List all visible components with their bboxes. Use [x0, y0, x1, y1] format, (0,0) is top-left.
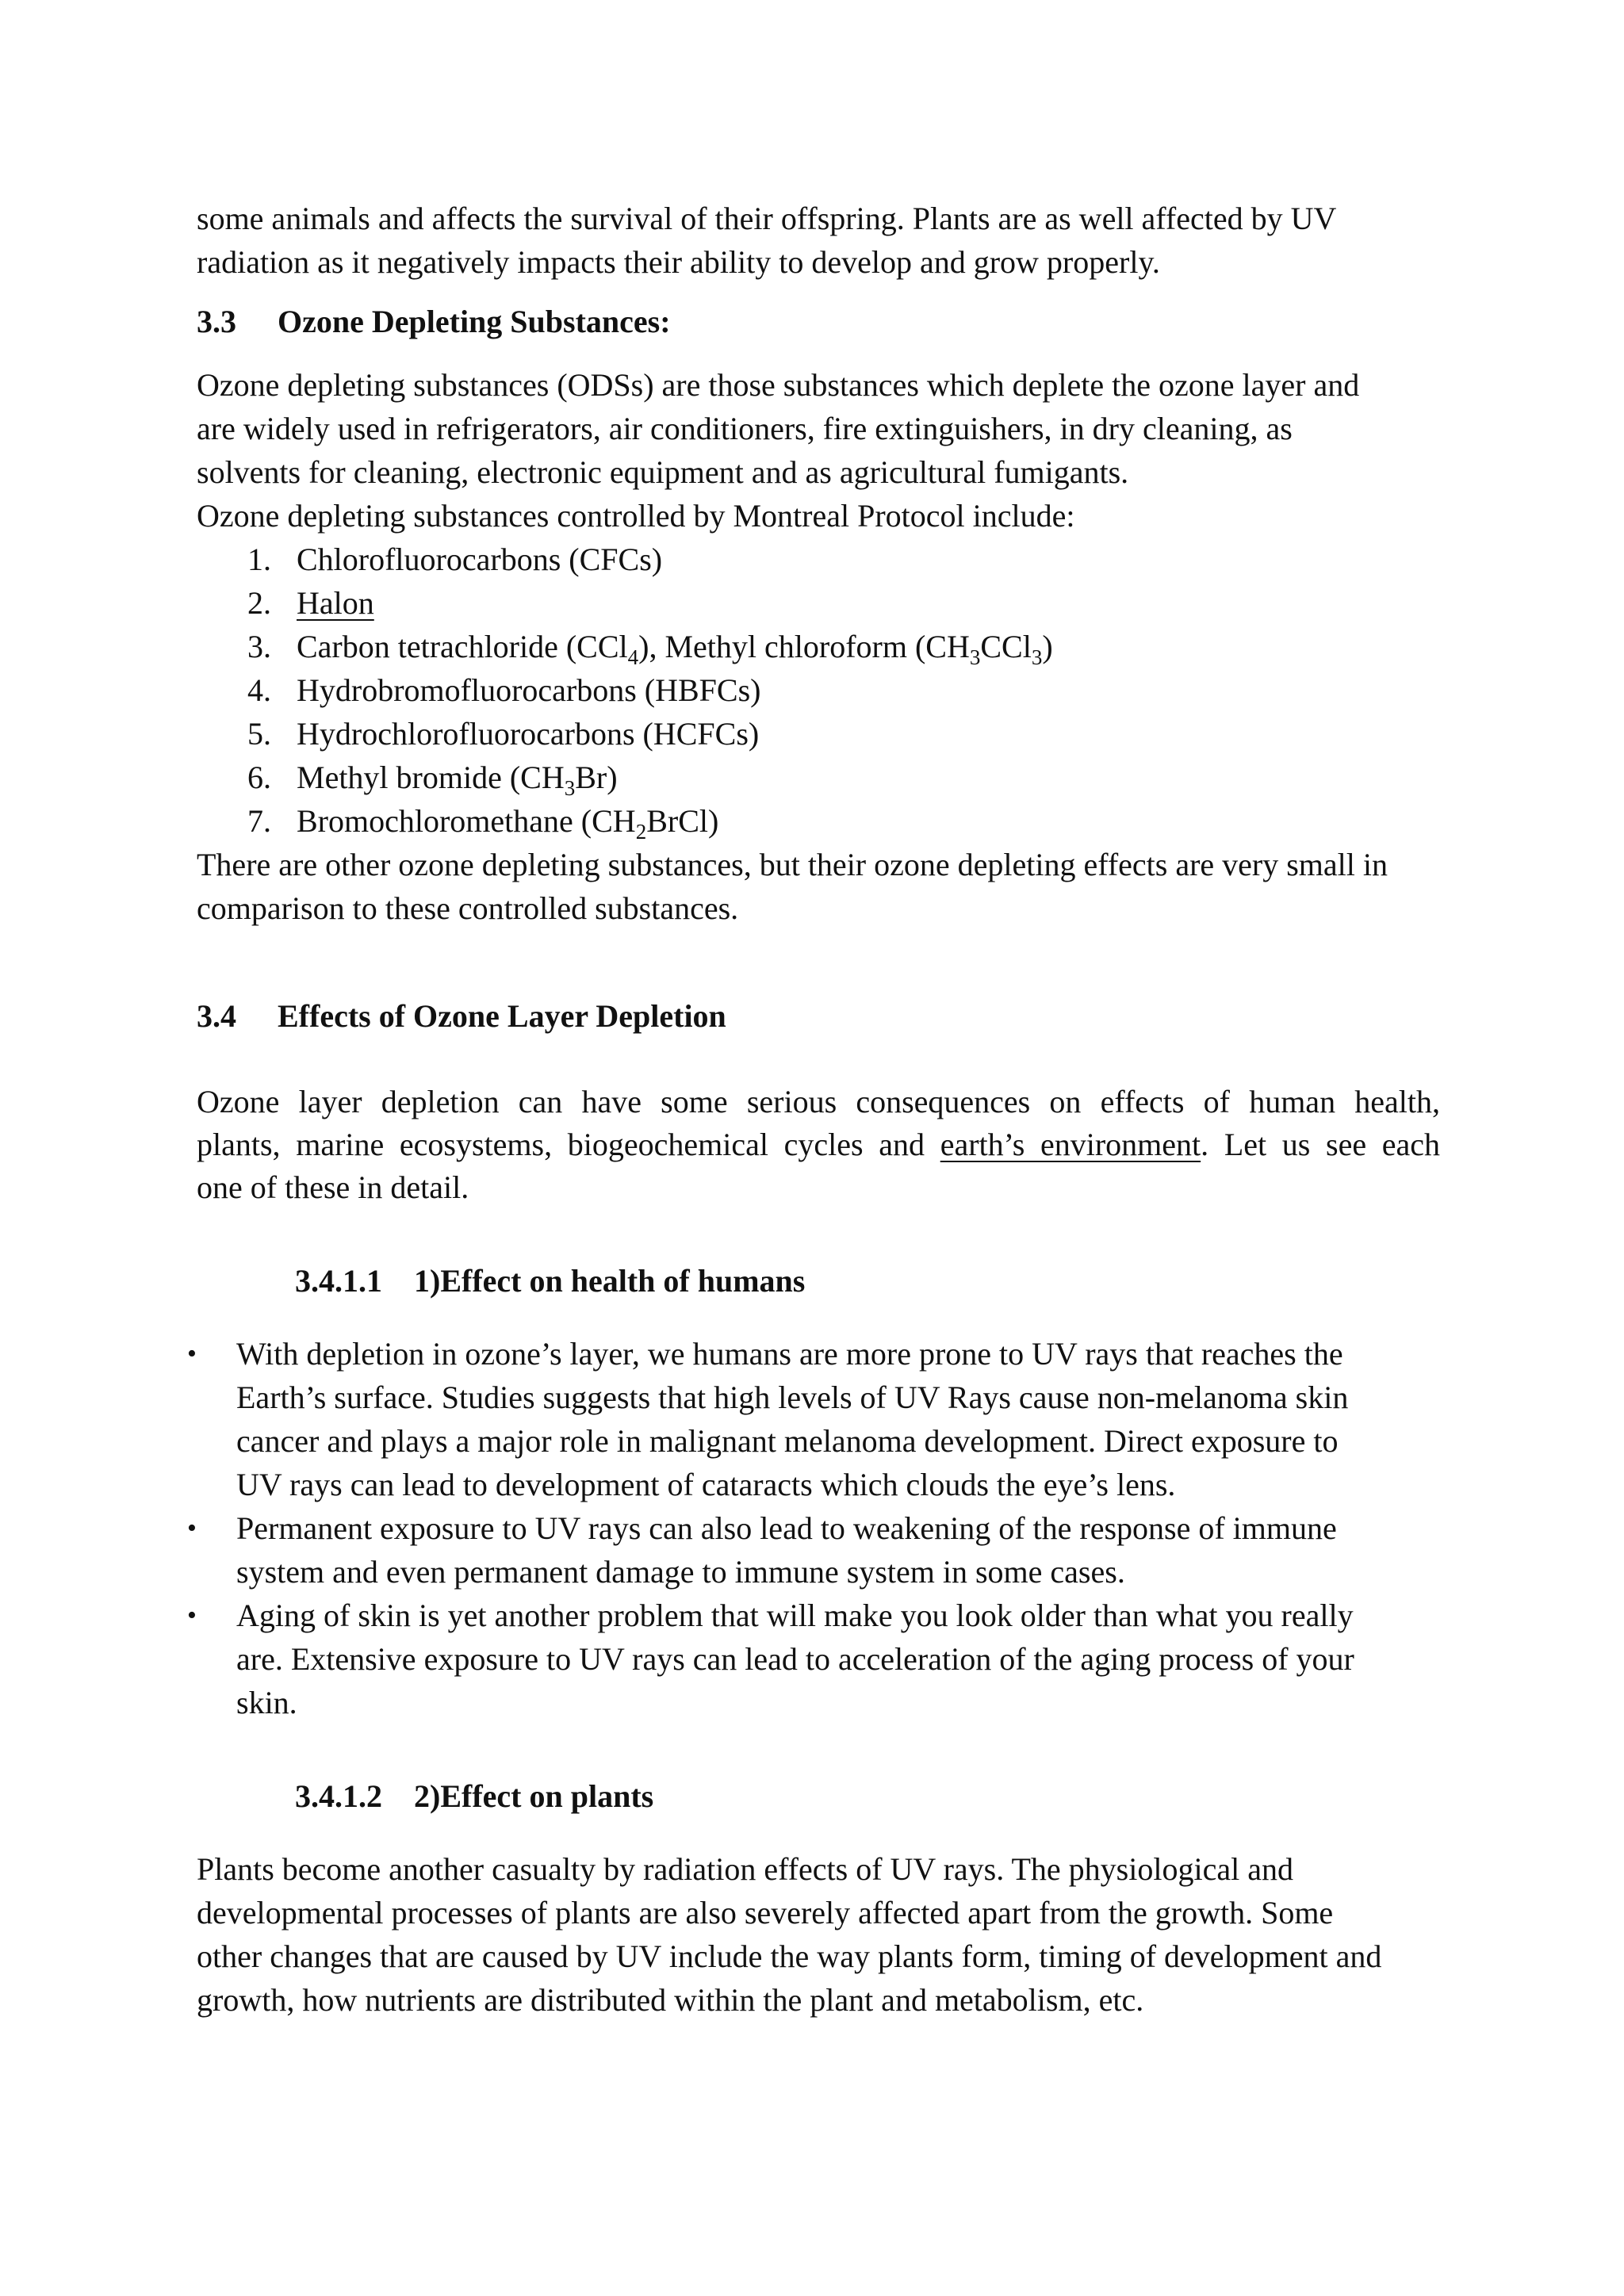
subsection-humans-title: 1)Effect on health of humans: [414, 1263, 806, 1299]
bullet-3-line-3: skin.: [236, 1685, 297, 1720]
list-item-number: 7.: [247, 803, 271, 839]
list-item-number: 4.: [247, 672, 271, 708]
list-item-carbon-tetrachloride: Carbon tetrachloride (CCl$_4$), Methyl chloroform $(CH_3CCl_3)$: [297, 629, 1053, 669]
bullet-1-line-4: UV rays can lead to development of cataracts which clouds the eye’s lens.: [236, 1467, 1176, 1502]
section-3-3-number: 3.3: [197, 304, 236, 339]
bullet-icon: •: [187, 1513, 197, 1543]
subsection-plants-line-4: growth, how nutrients are distributed within the plant and metabolism, etc.: [197, 1982, 1144, 2018]
intro-line-1: some animals and affects the survival of their offspring. Plants are as well affected by UV: [197, 201, 1337, 236]
bullet-2-line-1: Permanent exposure to UV rays can also lead to weakening of the response of immune: [236, 1510, 1337, 1546]
list-item-methyl-bromide: Methyl bromide $(CH_3Br)$: [297, 760, 618, 800]
bullet-1-line-2: Earth’s surface. Studies suggests that high levels of UV Rays cause non-melanoma skin: [236, 1380, 1349, 1415]
section-3-4-number: 3.4: [197, 998, 236, 1034]
list-item-bromochloromethane: Bromochloromethane $(CH_2BrCl)$: [297, 803, 719, 844]
subsection-plants-line-2: developmental processes of plants are also severely affected apart from the growth. Some: [197, 1895, 1334, 1931]
section-3-4-para-line-3: one of these in detail.: [197, 1169, 469, 1205]
list-item-hbfcs: Hydrobromofluorocarbons (HBFCs): [297, 672, 761, 708]
subsection-plants-number: 3.4.1.2: [295, 1778, 382, 1814]
section-3-3-title: Ozone Depleting Substances:: [278, 304, 671, 339]
subsection-humans-number: 3.4.1.1: [295, 1263, 382, 1299]
list-item-number: 2.: [247, 585, 271, 621]
list-item-halon-link[interactable]: Halon: [297, 585, 374, 621]
bullet-icon: •: [187, 1601, 197, 1630]
list-item-hcfcs: Hydrochlorofluorocarbons (HCFCs): [297, 716, 760, 752]
bullet-2-line-2: system and even permanent damage to immune system in some cases.: [236, 1554, 1125, 1590]
list-item-number: 3.: [247, 629, 271, 664]
list-item-number: 1.: [247, 541, 271, 577]
subsection-plants-line-3: other changes that are caused by UV include the way plants form, timing of development and: [197, 1938, 1382, 1974]
section-3-3-para-line-2: are widely used in refrigerators, air conditioners, fire extinguishers, in dry cleaning, as: [197, 411, 1293, 446]
list-item-cfcs: Chlorofluorocarbons (CFCs): [297, 541, 663, 577]
subsection-plants-line-1: Plants become another casualty by radiation effects of UV rays. The physiological and: [197, 1851, 1293, 1887]
bullet-1-line-1: With depletion in ozone’s layer, we humans are more prone to UV rays that reaches the: [236, 1336, 1343, 1372]
section-3-3-closing-line-2: comparison to these controlled substances.: [197, 890, 739, 926]
bullet-1-line-3: cancer and plays a major role in malignant melanoma development. Direct exposure to: [236, 1423, 1339, 1459]
section-3-3-closing-line-1: There are other ozone depleting substances, but their ozone depleting effects are very small in: [197, 847, 1388, 882]
bullet-icon: •: [187, 1339, 197, 1368]
bullet-3-line-2: are. Extensive exposure to UV rays can lead to acceleration of the aging process of your: [236, 1641, 1354, 1677]
section-3-4-para-line-2: plants, marine ecosystems, biogeochemical cycles and earth’s environment. Let us see each: [197, 1127, 1441, 1162]
list-item-number: 5.: [247, 716, 271, 752]
list-item-number: 6.: [247, 760, 271, 795]
section-3-3-para-line-3: solvents for cleaning, electronic equipment and as agricultural fumigants.: [197, 454, 1129, 490]
section-3-4-para-line-1: Ozone layer depletion can have some serious consequences on effects of human health,: [197, 1084, 1440, 1119]
section-3-3-list-intro: Ozone depleting substances controlled by Montreal Protocol include:: [197, 498, 1075, 534]
bullet-3-line-1: Aging of skin is yet another problem that will make you look older than what you really: [236, 1598, 1354, 1633]
earths-environment-link[interactable]: earth’s environment: [940, 1127, 1201, 1162]
section-3-4-title: Effects of Ozone Layer Depletion: [278, 998, 726, 1034]
section-3-3-para-line-1: Ozone depleting substances (ODSs) are those substances which deplete the ozone layer and: [197, 367, 1360, 403]
intro-line-2: radiation as it negatively impacts their ability to develop and grow properly.: [197, 244, 1160, 280]
subsection-plants-title: 2)Effect on plants: [414, 1778, 654, 1814]
